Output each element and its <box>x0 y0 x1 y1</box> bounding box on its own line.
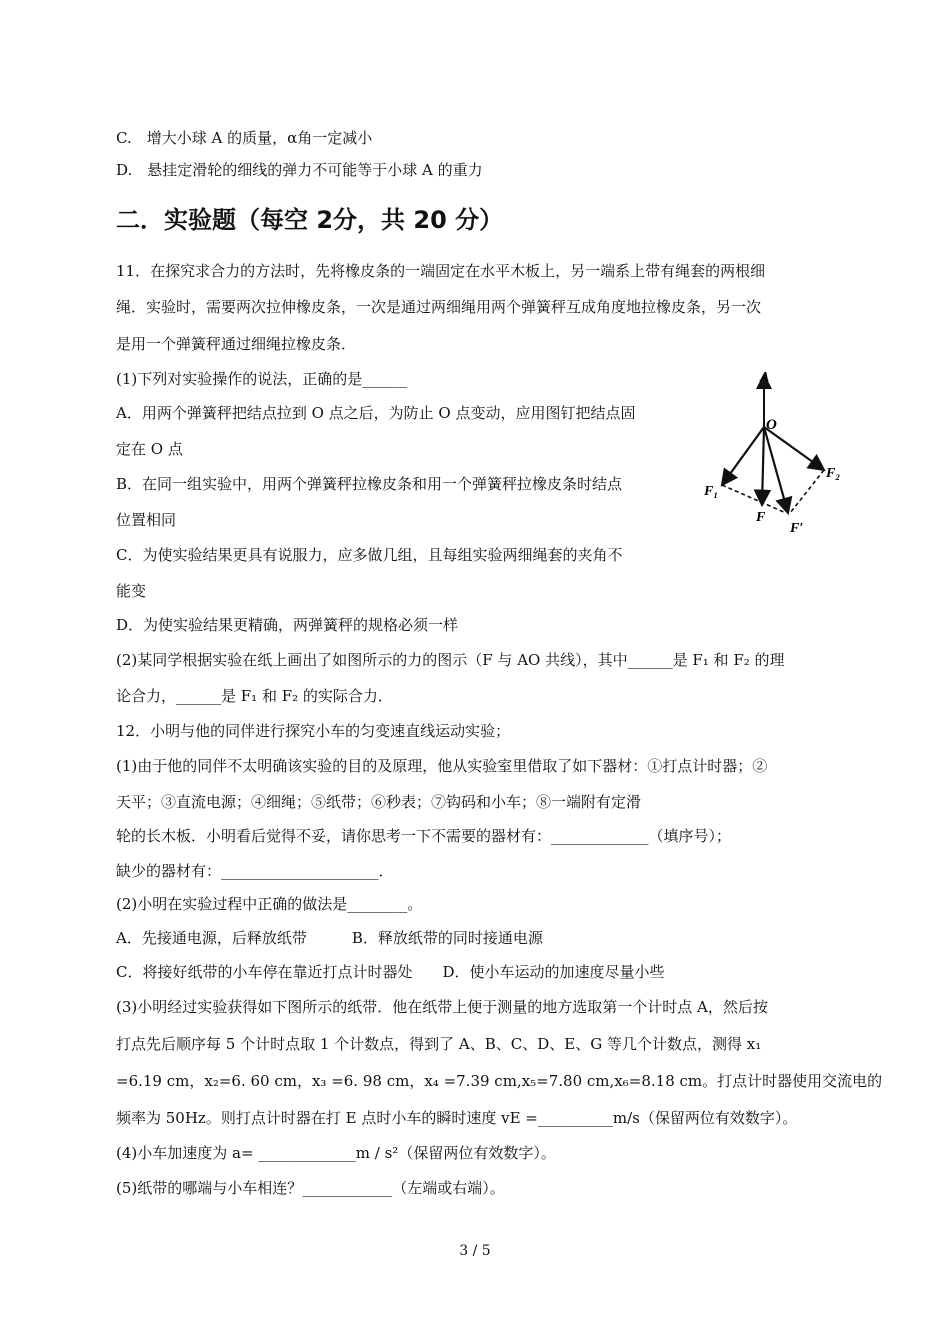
option-c-prev: C. 增大小球 A 的质量，α角一定减小 <box>116 129 373 147</box>
q12-part3-line-3: =6.19 cm，x₂=6. 60 cm，x₃ =6. 98 cm，x₄ =7.39 cm,x₅=7.80 cm,x₆=8.18 cm。打点计时器使用交流电的 <box>116 1072 883 1090</box>
q12-part3-line-2: 打点先后顺序每 5 个计时点取 1 个计数点，得到了 A、B、C、D、E、G 等几个计数点，测得 x₁ <box>116 1035 762 1053</box>
q12-part5: (5)纸带的哪端与小车相连？____________（左端或右端）。 <box>116 1179 505 1197</box>
q11-part2-line-1: (2)某同学根据实验在纸上画出了如图所示的力的图示（F 与 AO 共线），其中______是 F₁ 和 F₂ 的理 <box>116 651 785 669</box>
q12-part1-line-3: 轮的长木板．小明看后觉得不妥，请你思考一下不需要的器材有：_____________（填序号）； <box>116 827 732 845</box>
arrow-fprime <box>764 427 788 513</box>
q11-option-b-line-2: 位置相同 <box>116 511 177 529</box>
q12-part4: (4)小车加速度为 a= _____________m / s²（保留两位有效数字）。 <box>116 1144 556 1162</box>
q11-option-d: D．为使实验结果更精确，两弹簧秤的规格必须一样 <box>116 616 459 634</box>
q11-part1-stem: (1)下列对实验操作的说法，正确的是______ <box>116 370 408 388</box>
q11-option-c-line-1: C．为使实验结果更具有说服力，应多做几组，且每组实验两细绳套的夹角不 <box>116 546 623 564</box>
page-number: 3 / 5 <box>459 1243 491 1259</box>
arrow-f2 <box>764 427 824 470</box>
q11-option-c-line-2: 能变 <box>116 582 147 600</box>
q12-part1-line-4: 缺少的器材有：_____________________． <box>116 862 394 880</box>
q11-intro-line-1: 11．在探究求合力的方法时，先将橡皮条的一端固定在水平木板上，另一端系上带有绳套的两根细 <box>116 262 766 280</box>
arrow-f <box>762 427 764 505</box>
q12-part2-stem: (2)小明在实验过程中正确的做法是________。 <box>116 895 423 913</box>
q11-option-a-line-2: 定在 O 点 <box>116 440 183 458</box>
q11-option-b-line-1: B．在同一组实验中，用两个弹簧秤拉橡皮条和用一个弹簧秤拉橡皮条时结点 <box>116 475 623 493</box>
q11-option-a-line-1: A．用两个弹簧秤把结点拉到 O 点之后，为防止 O 点变动，应用图钉把结点固 <box>116 404 636 422</box>
label-o: O <box>766 417 777 433</box>
arrow-f1 <box>722 427 764 485</box>
q11-part2-line-2: 论合力，______是 F₁ 和 F₂ 的实际合力． <box>116 687 393 705</box>
q12-part2-options-ab: A．先接通电源，后释放纸带 B．释放纸带的同时接通电源 <box>116 929 543 947</box>
q12-part1-line-2: 天平；③直流电源；④细绳；⑤纸带；⑥秒表；⑦钩码和小车；⑧一端附有定滑 <box>116 793 642 811</box>
q12-intro: 12．小明与他的同伴进行探究小车的匀变速直线运动实验； <box>116 722 511 740</box>
q12-part2-options-cd: C．将接好纸带的小车停在靠近打点计时器处 D．使小车运动的加速度尽量小些 <box>116 963 665 981</box>
label-a: A <box>760 370 770 385</box>
q11-intro-line-3: 是用一个弹簧秤通过细绳拉橡皮条． <box>116 335 357 353</box>
label-f1: F₁ <box>704 484 719 499</box>
dashed-f1-fprime <box>722 485 786 513</box>
q11-intro-line-2: 绳．实验时，需要两次拉伸橡皮条，一次是通过两细绳用两个弹簧秤互成角度地拉橡皮条，另一次 <box>116 298 762 316</box>
label-f2: F₂ <box>826 466 841 481</box>
q12-part3-line-1: (3)小明经过实验获得如下图所示的纸带．他在纸带上便于测量的地方选取第一个计时点 A，然后按 <box>116 998 768 1016</box>
force-diagram <box>700 365 850 540</box>
dashed-f2-fprime <box>790 470 824 513</box>
section-title: 二．实验题（每空 2分，共 20 分） <box>116 206 504 234</box>
q12-part3-line-4: 频率为 50Hz。则打点计时器在打 E 点时小车的瞬时速度 vE =__________m/s（保留两位有效数字）。 <box>116 1109 798 1127</box>
q12-part1-line-1: (1)由于他的同伴不太明确该实验的目的及原理，他从实验室里借取了如下器材：①打点计时器；② <box>116 757 768 775</box>
option-d-prev: D. 悬挂定滑轮的细线的弹力不可能等于小球 A 的重力 <box>116 161 483 179</box>
label-fprime: F′ <box>790 521 804 536</box>
label-f: F <box>756 510 766 525</box>
